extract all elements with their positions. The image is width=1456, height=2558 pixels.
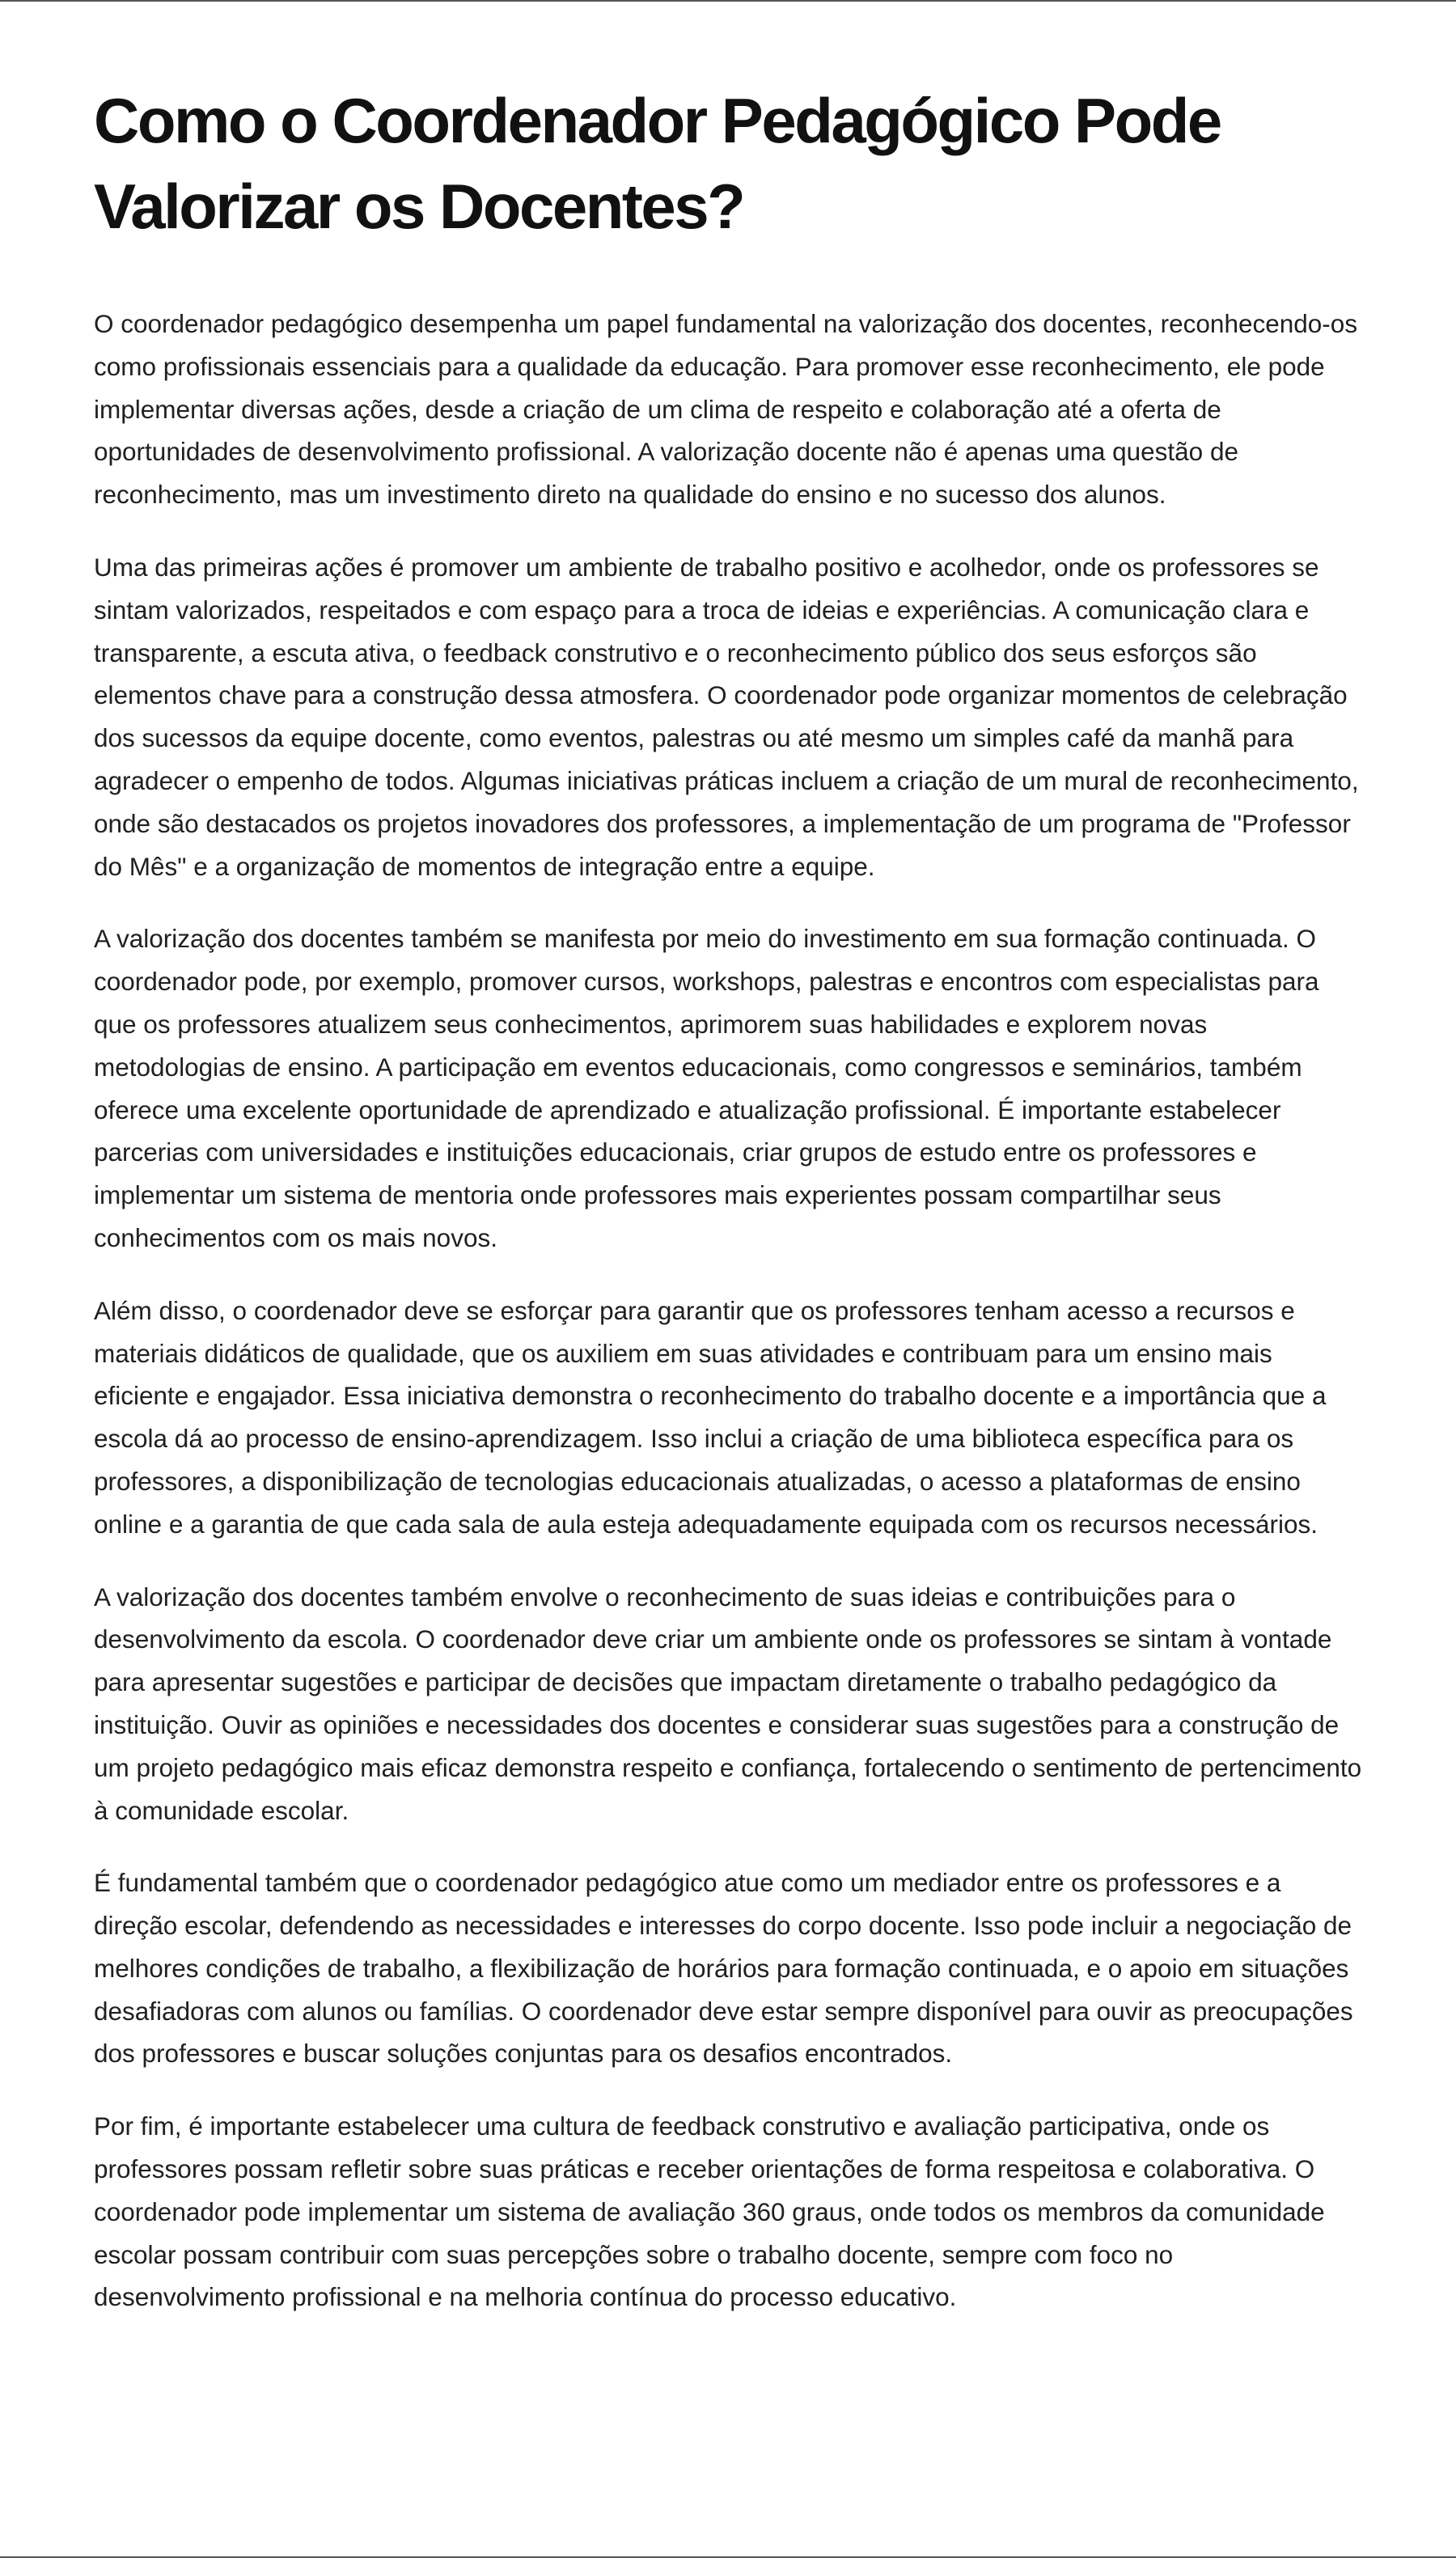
article-paragraph-intro: O coordenador pedagógico desempenha um papel fundamental na valorização dos docentes, reconhecendo-os como profissionais essenciais para a qualidade da educação. Para promover esse reconhecimento, ele pode implementar diversas ações, desde a criação de um clima de respeito e colaboração até a oferta de oportunidades de desenvolvimento profissional. A valorização docente não é apenas uma questão de reconhecimento, mas um investimento direto na qualidade do ensino e no sucesso dos alunos. — [94, 309, 1358, 510]
article-paragraph-work-environment: Uma das primeiras ações é promover um ambiente de trabalho positivo e acolhedor, onde os professores se sintam valorizados, respeitados e com espaço para a troca de ideias e experiências. A comunicação clara e transparente, a escuta ativa, o feedback construtivo e o reconhecimento público dos seus esforços são elementos chave para a construção dessa atmosfera. O coordenador pode organizar momentos de celebração dos sucessos da equipe docente, como eventos, palestras ou até mesmo um simples café da manhã para agradecer o empenho de todos. Algumas iniciativas práticas incluem a criação de um mural de reconhecimento, onde são destacados os projetos inovadores dos professores, a implementação de um programa de "Professor do Mês" e a organização de momentos de integração entre a equipe. — [94, 552, 1359, 881]
article-paragraph-ideas-recognition: A valorização dos docentes também envolve o reconhecimento de suas ideias e contribuições para o desenvolvimento da escola. O coordenador deve criar um ambiente onde os professores se sintam à vontade para apresentar sugestões e participar de decisões que impactam diretamente o trabalho pedagógico da instituição. Ouvir as opiniões e necessidades dos docentes e considerar suas sugestões para a construção de um projeto pedagógico mais eficaz demonstra respeito e confiança, fortalecendo o sentimento de pertencimento à comunidade escolar. — [94, 1582, 1362, 1825]
article-title: Como o Coordenador Pedagógico Pode Valorizar os Docentes? — [94, 85, 1221, 242]
article-paragraph-feedback: Por fim, é importante estabelecer uma cultura de feedback construtivo e avaliação participativa, onde os professores possam refletir sobre suas práticas e receber orientações de forma respeitosa e colaborativa. O coordenador pode implementar um sistema de avaliação 360 graus, onde todos os membros da comunidade escolar possam contribuir com suas percepções sobre o trabalho docente, sempre com foco no desenvolvimento profissional e na melhoria contínua do processo educativo. — [94, 2111, 1325, 2312]
article-paragraph-resources: Além disso, o coordenador deve se esforçar para garantir que os professores tenham acesso a recursos e materiais didáticos de qualidade, que os auxiliem em suas atividades e contribuam para um ensino mais eficiente e engajador. Essa iniciativa demonstra o reconhecimento do trabalho docente e a importância que a escola dá ao processo de ensino-aprendizagem. Isso inclui a criação de uma biblioteca específica para os professores, a disponibilização de tecnologias educacionais atualizadas, o acesso a plataformas de ensino online e a garantia de que cada sala de aula esteja adequadamente equipada com os recursos necessários. — [94, 1295, 1327, 1539]
article-paragraph-continuing-education: A valorização dos docentes também se manifesta por meio do investimento em sua formação continuada. O coordenador pode, por exemplo, promover cursos, workshops, palestras e encontros com especialistas para que os professores atualizem seus conhecimentos, aprimorem suas habilidades e explorem novas metodologias de ensino. A participação em eventos educacionais, como congressos e seminários, também oferece uma excelente oportunidade de aprendizado e atualização profissional. É importante estabelecer parcerias com universidades e instituições educacionais, criar grupos de estudo entre os professores e implementar um sistema de mentoria onde professores mais experientes possam compartilhar seus conhecimentos com os mais novos. — [94, 924, 1319, 1252]
article-paragraph-mediation: É fundamental também que o coordenador pedagógico atue como um mediador entre os professores e a direção escolar, defendendo as necessidades e interesses do corpo docente. Isso pode incluir a negociação de melhores condições de trabalho, a flexibilização de horários para formação continuada, e o apoio em situações desafiadoras com alunos ou famílias. O coordenador deve estar sempre disponível para ouvir as preocupações dos professores e buscar soluções conjuntas para os desafios encontrados. — [94, 1868, 1353, 2069]
article — [94, 78, 1365, 2348]
